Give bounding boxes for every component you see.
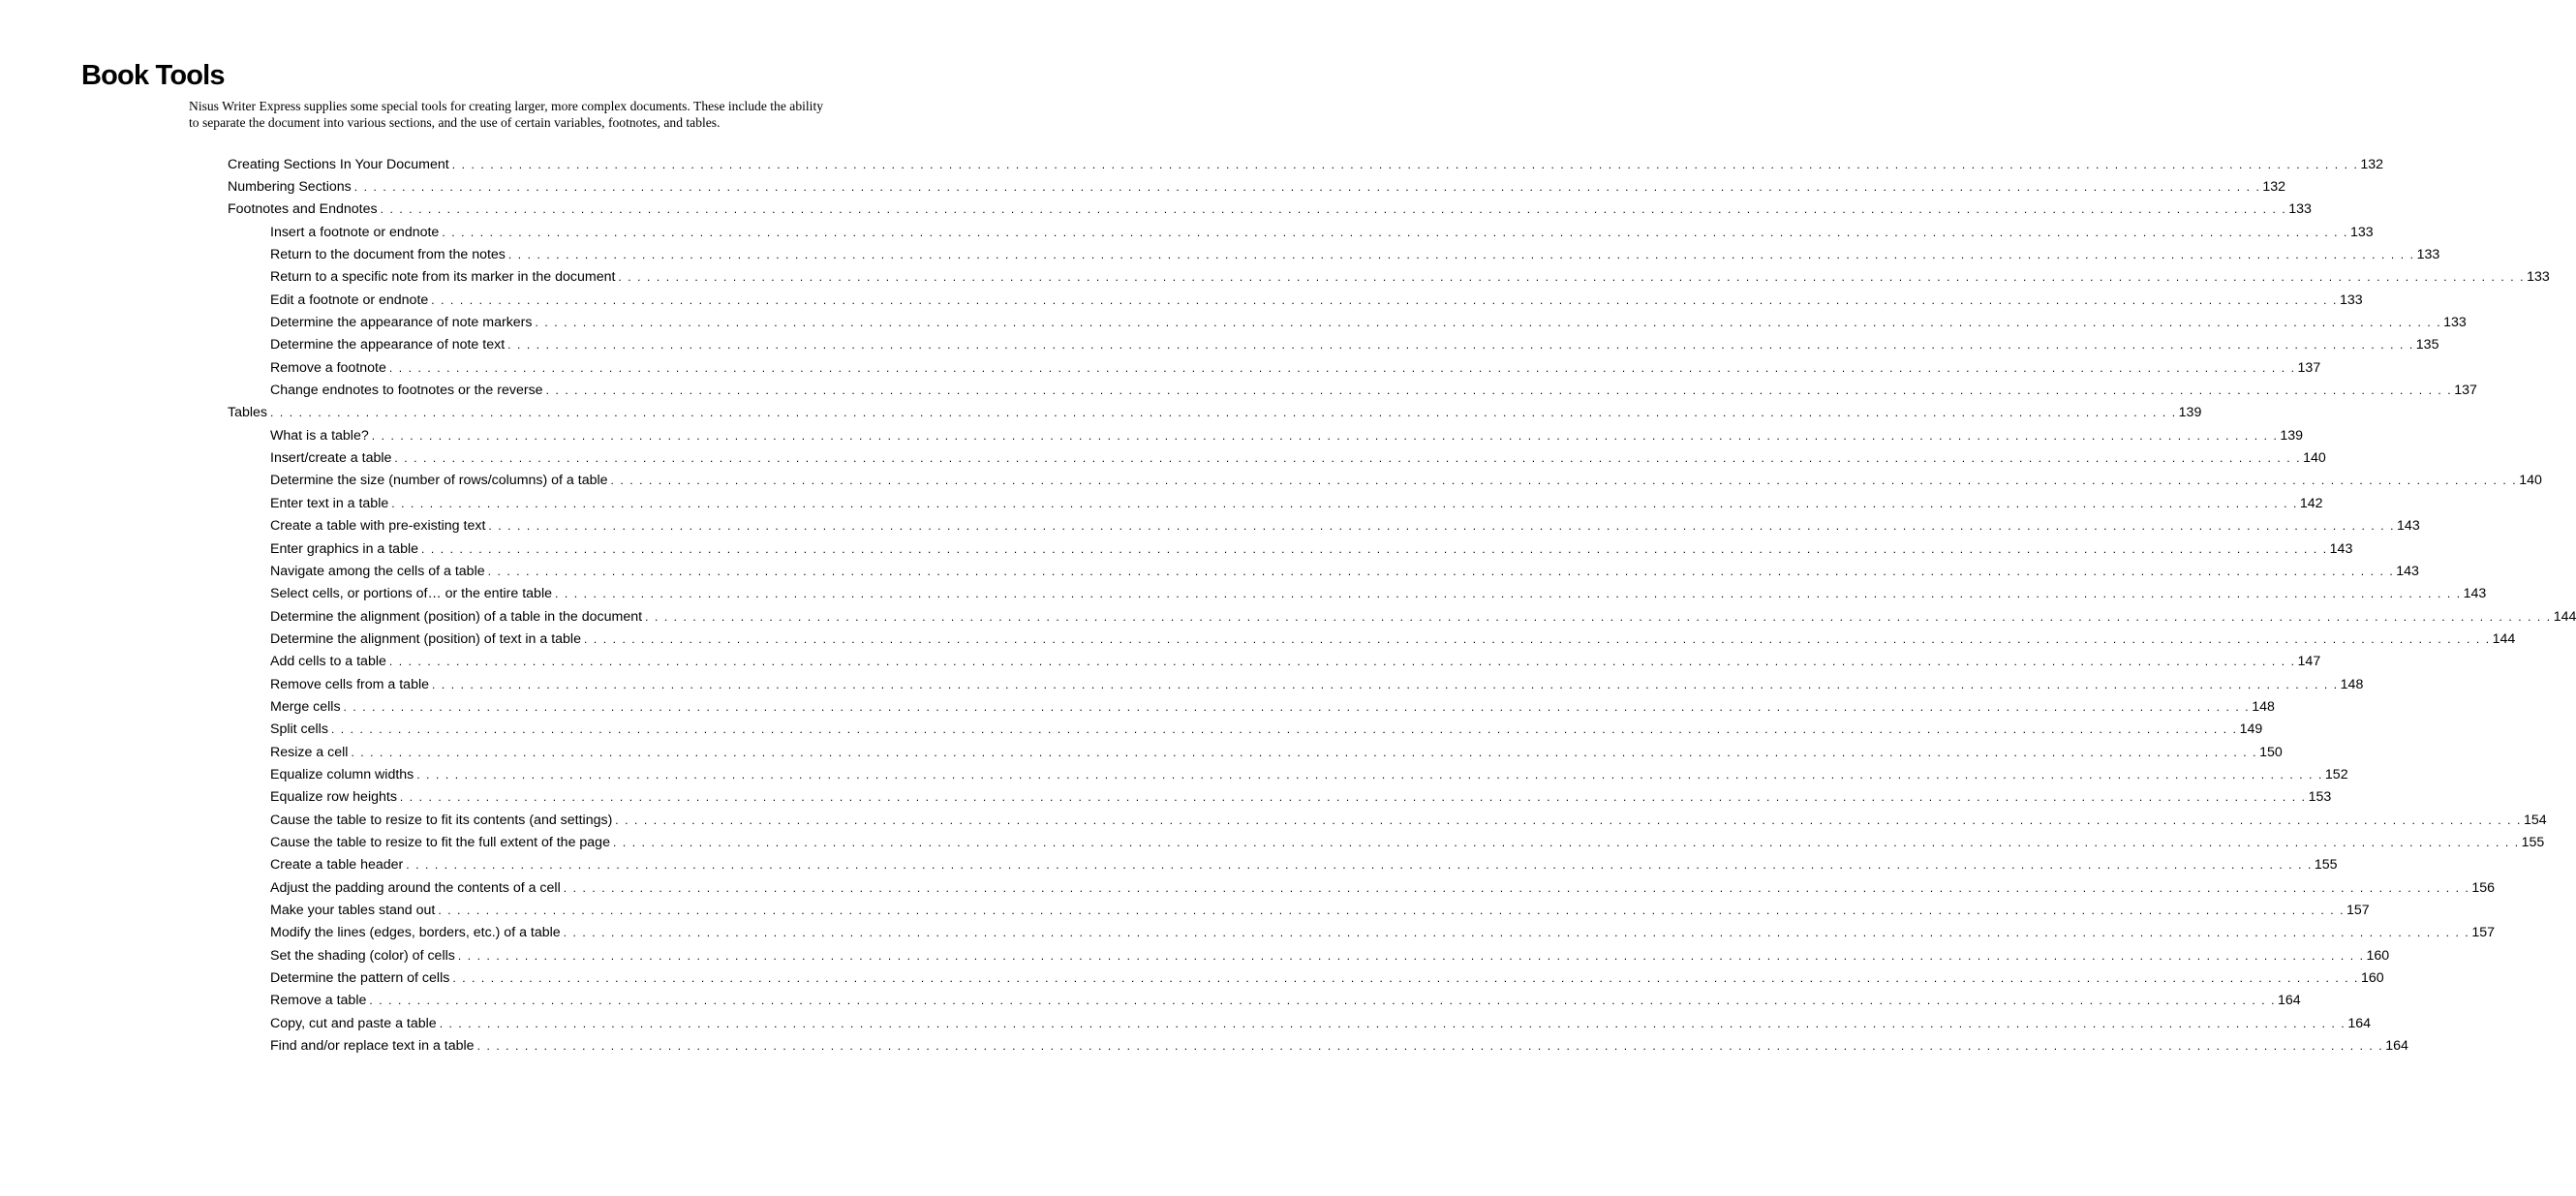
dot-leader: . . . . . . . . . . . . . . . . . . . . . . . . . . . . . . . . . . . . . . . . . . . . . . . . . . . . . . . . . . . . . . . . . . . . . . . . . . . . . . . . . . . . . . . . . . . . . . . . . . . . . . . . . . . . . . . . . . . . . . . . . . . . . . . . . . . . . . . . . . . . . . . . . . . . . . . . . . . . . . . . . . . . . . . . . . . . . . . . . . . . . . . . . . . . . . . . . . . . . . . . (583, 631, 2491, 646)
dot-leader: . . . . . . . . . . . . . . . . . . . . . . . . . . . . . . . . . . . . . . . . . . . . . . . . . . . . . . . . . . . . . . . . . . . . . . . . . . . . . . . . . . . . . . . . . . . . . . . . . . . . . . . . . . . . . . . . . . . . . . . . . . . . . . . . . . . . . . . . . . . . . . . . . . . . . . . . . . . . . . . . . . . . . . . . . . . . . . . . . . . . . . . . . . . . . . . . . . . . . . . . (535, 316, 2442, 330)
toc-entry[interactable] (0, 763, 2348, 785)
dot-leader: . . . . . . . . . . . . . . . . . . . . . . . . . . . . . . . . . . . . . . . . . . . . . . . . . . . . . . . . . . . . . . . . . . . . . . . . . . . . . . . . . . . . . . . . . . . . . . . . . . . . . . . . . . . . . . . . . . . . . . . . . . . . . . . . . . . . . . . . . . . . . . . . . . . . . . . . . . . . . . . . . . . . . . . . . . . . . . . . . . . . . . . . . . . . . . . . . . . . . . . . (615, 813, 2522, 827)
toc-entry-label: Create a table with pre-existing text (270, 518, 486, 535)
toc-entry-page-number: 164 (2347, 1015, 2372, 1031)
dot-leader: . . . . . . . . . . . . . . . . . . . . . . . . . . . . . . . . . . . . . . . . . . . . . . . . . . . . . . . . . . . . . . . . . . . . . . . . . . . . . . . . . . . . . . . . . . . . . . . . . . . . . . . . . . . . . . . . . . . . . . . . . . . . . . . . . . . . . . . . . . . . . . . . . . . . . . . . . . . . . . . . . . . . . . . . . . . . . . . . . . . . . . . . . . . . . . . . . . . . . . . . (406, 858, 2313, 873)
toc-entry-page-number: 133 (2443, 315, 2467, 331)
toc-entry[interactable] (0, 673, 2364, 695)
dot-leader: . . . . . . . . . . . . . . . . . . . . . . . . . . . . . . . . . . . . . . . . . . . . . . . . . . . . . . . . . . . . . . . . . . . . . . . . . . . . . . . . . . . . . . . . . . . . . . . . . . . . . . . . . . . . . . . . . . . . . . . . . . . . . . . . . . . . . . . . . . . . . . . . . . . . . . . . . . . . . . . . . . . . . . . . . . . . . . . . . . . . . . . . . . . . . . . . . . . . . . . . (507, 248, 2415, 262)
toc-entry-page-number: 143 (2329, 540, 2353, 557)
toc-entry[interactable] (0, 809, 2547, 831)
toc-entry-label: Modify the lines (edges, borders, etc.) of a table (270, 925, 561, 941)
toc-entry[interactable] (0, 560, 2419, 582)
toc-entry-label: Numbering Sections (228, 179, 352, 196)
dot-leader: . . . . . . . . . . . . . . . . . . . . . . . . . . . . . . . . . . . . . . . . . . . . . . . . . . . . . . . . . . . . . . . . . . . . . . . . . . . . . . . . . . . . . . . . . . . . . . . . . . . . . . . . . . . . . . . . . . . . . . . . . . . . . . . . . . . . . . . . . . . . . . . . . . . . . . . . . . . . . . . . . . . . . . . . . . . . . . . . . . . . . . . . . . . . . . . . . . . . . . . . (369, 994, 2277, 1008)
dot-leader: . . . . . . . . . . . . . . . . . . . . . . . . . . . . . . . . . . . . . . . . . . . . . . . . . . . . . . . . . . . . . . . . . . . . . . . . . . . . . . . . . . . . . . . . . . . . . . . . . . . . . . . . . . . . . . . . . . . . . . . . . . . . . . . . . . . . . . . . . . . . . . . . . . . . . . . . . . . . . . . . . . . . . . . . . . . . . . . . . . . . . . . . . . . . . . . . . . . . . . . . (388, 360, 2296, 375)
dot-leader: . . . . . . . . . . . . . . . . . . . . . . . . . . . . . . . . . . . . . . . . . . . . . . . . . . . . . . . . . . . . . . . . . . . . . . . . . . . . . . . . . . . . . . . . . . . . . . . . . . . . . . . . . . . . . . . . . . . . . . . . . . . . . . . . . . . . . . . . . . . . . . . . . . . . . . . . . . . . . . . . . . . . . . . . . . . . . . . . . . . . . . . . . . . . . . . . . . . . . . . . (399, 790, 2307, 805)
toc-entry[interactable] (0, 492, 2323, 514)
toc-entry-label: Merge cells (270, 698, 341, 715)
toc-entry-label: Select cells, or portions of… or the entire table (270, 586, 552, 602)
toc-entry[interactable] (0, 199, 2312, 221)
dot-leader: . . . . . . . . . . . . . . . . . . . . . . . . . . . . . . . . . . . . . . . . . . . . . . . . . . . . . . . . . . . . . . . . . . . . . . . . . . . . . . . . . . . . . . . . . . . . . . . . . . . . . . . . . . . . . . . . . . . . . . . . . . . . . . . . . . . . . . . . . . . . . . . . . . . . . . . . . . . . . . . . . . . . . . . . . . . . . . . . . . . . . . . . . . . . . . . . . . . . . . . . (457, 948, 2365, 963)
toc-entry[interactable] (0, 515, 2420, 537)
toc-entry[interactable] (0, 831, 2545, 853)
toc-entry-label: Tables (228, 405, 268, 421)
toc-entry-label: Remove cells from a table (270, 676, 430, 692)
dot-leader: . . . . . . . . . . . . . . . . . . . . . . . . . . . . . . . . . . . . . . . . . . . . . . . . . . . . . . . . . . . . . . . . . . . . . . . . . . . . . . . . . . . . . . . . . . . . . . . . . . . . . . . . . . . . . . . . . . . . . . . . . . . . . . . . . . . . . . . . . . . . . . . . . . . . . . . . . . . . . . . . . . . . . . . . . . . . . . . . . . . . . . . . . . . . . . . . . . . . . . . . (351, 745, 2258, 759)
toc-entry[interactable] (0, 605, 2576, 628)
toc-entry-page-number: 152 (2324, 766, 2348, 782)
toc-entry-page-number: 148 (2252, 698, 2275, 715)
dot-leader: . . . . . . . . . . . . . . . . . . . . . . . . . . . . . . . . . . . . . . . . . . . . . . . . . . . . . . . . . . . . . . . . . . . . . . . . . . . . . . . . . . . . . . . . . . . . . . . . . . . . . . . . . . . . . . . . . . . . . . . . . . . . . . . . . . . . . . . . . . . . . . . . . . . . . . . . . . . . . . . . . . . . . . . . . . . . . . . . . . . . . . . . . . . . . . . . . . . . . . . . (555, 587, 2462, 601)
toc-entry-label: Equalize column widths (270, 766, 414, 782)
toc-entry[interactable] (0, 583, 2487, 605)
toc-entry-page-number: 148 (2340, 676, 2364, 692)
toc-entry-page-number: 144 (2553, 608, 2576, 625)
toc-entry-page-number: 150 (2259, 744, 2283, 760)
dot-leader: . . . . . . . . . . . . . . . . . . . . . . . . . . . . . . . . . . . . . . . . . . . . . . . . . . . . . . . . . . . . . . . . . . . . . . . . . . . . . . . . . . . . . . . . . . . . . . . . . . . . . . . . . . . . . . . . . . . . . . . . . . . . . . . . . . . . . . . . . . . . . . . . . . . . . . . . . . . . . . . . . . . . . . . . . . . . . . . . . . . . . . . . . . . . . . . . . . . . . . . . (431, 292, 2338, 307)
toc-entry[interactable] (0, 311, 2467, 333)
toc-entry-page-number: 133 (2339, 291, 2363, 308)
dot-leader: . . . . . . . . . . . . . . . . . . . . . . . . . . . . . . . . . . . . . . . . . . . . . . . . . . . . . . . . . . . . . . . . . . . . . . . . . . . . . . . . . . . . . . . . . . . . . . . . . . . . . . . . . . . . . . . . . . . . . . . . . . . . . . . . . . . . . . . . . . . . . . . . . . . . . . . . . . . . . . . . . . . . . . . . . . . . . . . . . . . . . . . . . . . . . . . . . . . . . . . . (330, 722, 2238, 737)
toc-entry[interactable] (0, 966, 2384, 989)
dot-leader: . . . . . . . . . . . . . . . . . . . . . . . . . . . . . . . . . . . . . . . . . . . . . . . . . . . . . . . . . . . . . . . . . . . . . . . . . . . . . . . . . . . . . . . . . . . . . . . . . . . . . . . . . . . . . . . . . . . . . . . . . . . . . . . . . . . . . . . . . . . . . . . . . . . . . . . . . . . . . . . . . . . . . . . . . . . . . . . . . . . . . . . . . . . . . . . . . . . . . . . . (391, 496, 2298, 510)
toc-entry-page-number: 143 (2397, 518, 2420, 535)
page-title: Book Tools (81, 60, 225, 91)
toc-entry-page-number: 155 (2521, 834, 2545, 850)
toc-entry[interactable] (0, 537, 2353, 560)
toc-entry[interactable] (0, 175, 2286, 198)
dot-leader: . . . . . . . . . . . . . . . . . . . . . . . . . . . . . . . . . . . . . . . . . . . . . . . . . . . . . . . . . . . . . . . . . . . . . . . . . . . . . . . . . . . . . . . . . . . . . . . . . . . . . . . . . . . . . . . . . . . . . . . . . . . . . . . . . . . . . . . . . . . . . . . . . . . . . . . . . . . . . . . . . . . . . . . . . . . . . . . . . . . . . . . . . . . . . . . . . . . . . . . . (388, 655, 2296, 669)
toc-entry-label: Split cells (270, 721, 328, 738)
dot-leader: . . . . . . . . . . . . . . . . . . . . . . . . . . . . . . . . . . . . . . . . . . . . . . . . . . . . . . . . . . . . . . . . . . . . . . . . . . . . . . . . . . . . . . . . . . . . . . . . . . . . . . . . . . . . . . . . . . . . . . . . . . . . . . . . . . . . . . . . . . . . . . . . . . . . . . . . . . . . . . . . . . . . . . . . . . . . . . . . . . . . . . . . . . . . . . . . . . . . . . . . (442, 225, 2348, 239)
toc-entry-label: Enter graphics in a table (270, 540, 419, 557)
toc-entry-label: Navigate among the cells of a table (270, 563, 485, 579)
toc-entry-label: Create a table header (270, 857, 404, 874)
toc-entry[interactable] (0, 356, 2321, 379)
dot-leader: . . . . . . . . . . . . . . . . . . . . . . . . . . . . . . . . . . . . . . . . . . . . . . . . . . . . . . . . . . . . . . . . . . . . . . . . . . . . . . . . . . . . . . . . . . . . . . . . . . . . . . . . . . . . . . . . . . . . . . . . . . . . . . . . . . . . . . . . . . . . . . . . . . . . . . . . . . . . . . . . . . . . . . . . . . . . . . . . . . . . . . . . . . . . . . . . . . . . . . . . (371, 428, 2279, 443)
toc-entry-label: Set the shading (color) of cells (270, 947, 455, 964)
toc-entry[interactable] (0, 719, 2263, 741)
toc-entry-page-number: 143 (2463, 586, 2487, 602)
dot-leader: . . . . . . . . . . . . . . . . . . . . . . . . . . . . . . . . . . . . . . . . . . . . . . . . . . . . . . . . . . . . . . . . . . . . . . . . . . . . . . . . . . . . . . . . . . . . . . . . . . . . . . . . . . . . . . . . . . . . . . . . . . . . . . . . . . . . . . . . . . . . . . . . . . . . . . . . . . . . . . . . . . . . . . . . . . . . . . . . . . . . . . . . . . . . . . . . . . . . . . . . (645, 609, 2552, 624)
dot-leader: . . . . . . . . . . . . . . . . . . . . . . . . . . . . . . . . . . . . . . . . . . . . . . . . . . . . . . . . . . . . . . . . . . . . . . . . . . . . . . . . . . . . . . . . . . . . . . . . . . . . . . . . . . . . . . . . . . . . . . . . . . . . . . . . . . . . . . . . . . . . . . . . . . . . . . . . . . . . . . . . . . . . . . . . . . . . . . . . . . . . . . . . . . . . . . . . . . . . . . . . (618, 270, 2526, 285)
toc-entry-label: Insert a footnote or endnote (270, 224, 440, 240)
dot-leader: . . . . . . . . . . . . . . . . . . . . . . . . . . . . . . . . . . . . . . . . . . . . . . . . . . . . . . . . . . . . . . . . . . . . . . . . . . . . . . . . . . . . . . . . . . . . . . . . . . . . . . . . . . . . . . . . . . . . . . . . . . . . . . . . . . . . . . . . . . . . . . . . . . . . . . . . . . . . . . . . . . . . . . . . . . . . . . . . . . . . . . . . . . . . . . . . . . . . . . . . (452, 971, 2359, 986)
toc-entry-label: Add cells to a table (270, 654, 386, 670)
toc-entry[interactable] (0, 990, 2301, 1012)
dot-leader: . . . . . . . . . . . . . . . . . . . . . . . . . . . . . . . . . . . . . . . . . . . . . . . . . . . . . . . . . . . . . . . . . . . . . . . . . . . . . . . . . . . . . . . . . . . . . . . . . . . . . . . . . . . . . . . . . . . . . . . . . . . . . . . . . . . . . . . . . . . . . . . . . . . . . . . . . . . . . . . . . . . . . . . . . . . . . . . . . . . . . . . . . . . . . . . . . . . . . . . . (380, 202, 2287, 217)
table-of-contents (0, 153, 2576, 1058)
toc-entry-page-number: 139 (2280, 427, 2304, 444)
toc-entry[interactable] (0, 1012, 2372, 1034)
toc-entry-page-number: 149 (2239, 721, 2263, 738)
toc-entry-label: Edit a footnote or endnote (270, 291, 429, 308)
toc-entry-page-number: 133 (2416, 247, 2440, 263)
toc-entry-label: Insert/create a table (270, 450, 392, 467)
toc-entry[interactable] (0, 243, 2440, 265)
toc-entry-page-number: 132 (2360, 156, 2384, 172)
toc-entry-label: Footnotes and Endnotes (228, 201, 378, 218)
toc-entry[interactable] (0, 854, 2338, 876)
toc-entry-label: Determine the alignment (position) of a table in the document (270, 608, 643, 625)
toc-entry[interactable] (0, 651, 2321, 673)
dot-leader: . . . . . . . . . . . . . . . . . . . . . . . . . . . . . . . . . . . . . . . . . . . . . . . . . . . . . . . . . . . . . . . . . . . . . . . . . . . . . . . . . . . . . . . . . . . . . . . . . . . . . . . . . . . . . . . . . . . . . . . . . . . . . . . . . . . . . . . . . . . . . . . . . . . . . . . . . . . . . . . . . . . . . . . . . . . . . . . . . . . . . . . . . . . . . . . . . . . . . . . . (394, 451, 2302, 466)
toc-entry-label: Resize a cell (270, 744, 349, 760)
toc-entry-page-number: 135 (2415, 337, 2439, 353)
toc-entry-page-number: 137 (2454, 383, 2477, 399)
toc-entry-label: Change endnotes to footnotes or the reverse (270, 383, 543, 399)
toc-entry-label: Remove a footnote (270, 359, 386, 376)
toc-entry[interactable] (0, 221, 2374, 243)
toc-entry-page-number: 157 (2346, 903, 2370, 919)
toc-entry[interactable] (0, 876, 2496, 899)
dot-leader: . . . . . . . . . . . . . . . . . . . . . . . . . . . . . . . . . . . . . . . . . . . . . . . . . . . . . . . . . . . . . . . . . . . . . . . . . . . . . . . . . . . . . . . . . . . . . . . . . . . . . . . . . . . . . . . . . . . . . . . . . . . . . . . . . . . . . . . . . . . . . . . . . . . . . . . . . . . . . . . . . . . . . . . . . . . . . . . . . . . . . . . . . . . . . . . . . . . . . . . . (438, 904, 2346, 918)
toc-entry[interactable] (0, 786, 2332, 809)
toc-entry[interactable] (0, 470, 2542, 492)
toc-entry[interactable] (0, 379, 2477, 401)
dot-leader: . . . . . . . . . . . . . . . . . . . . . . . . . . . . . . . . . . . . . . . . . . . . . . . . . . . . . . . . . . . . . . . . . . . . . . . . . . . . . . . . . . . . . . . . . . . . . . . . . . . . . . . . . . . . . . . . . . . . . . . . . . . . . . . . . . . . . . . . . . . . . . . . . . . . . . . . . . . . . . . . . . . . . . . . . . . . . . . . . . . . . . . . . . . . . . . . . . . . . . . . (343, 699, 2251, 714)
toc-entry-label: Enter text in a table (270, 495, 389, 511)
dot-leader: . . . . . . . . . . . . . . . . . . . . . . . . . . . . . . . . . . . . . . . . . . . . . . . . . . . . . . . . . . . . . . . . . . . . . . . . . . . . . . . . . . . . . . . . . . . . . . . . . . . . . . . . . . . . . . . . . . . . . . . . . . . . . . . . . . . . . . . . . . . . . . . . . . . . . . . . . . . . . . . . . . . . . . . . . . . . . . . . . . . . . . . . . . . . . . . . . . . . . . . . (612, 835, 2520, 849)
toc-entry-page-number: 142 (2299, 495, 2323, 511)
dot-leader: . . . . . . . . . . . . . . . . . . . . . . . . . . . . . . . . . . . . . . . . . . . . . . . . . . . . . . . . . . . . . . . . . . . . . . . . . . . . . . . . . . . . . . . . . . . . . . . . . . . . . . . . . . . . . . . . . . . . . . . . . . . . . . . . . . . . . . . . . . . . . . . . . . . . . . . . . . . . . . . . . . . . . . . . . . . . . . . . . . . . . . . . . . . . . . . . . . . . . . . . (416, 767, 2323, 782)
toc-entry-label: Determine the alignment (position) of text in a table (270, 630, 581, 647)
toc-entry-page-number: 157 (2471, 925, 2495, 941)
toc-entry-page-number: 155 (2314, 857, 2338, 874)
toc-entry[interactable] (0, 266, 2550, 289)
toc-entry[interactable] (0, 695, 2275, 718)
toc-entry-page-number: 154 (2523, 812, 2547, 828)
dot-leader: . . . . . . . . . . . . . . . . . . . . . . . . . . . . . . . . . . . . . . . . . . . . . . . . . . . . . . . . . . . . . . . . . . . . . . . . . . . . . . . . . . . . . . . . . . . . . . . . . . . . . . . . . . . . . . . . . . . . . . . . . . . . . . . . . . . . . . . . . . . . . . . . . . . . . . . . . . . . . . . . . . . . . . . . . . . . . . . . . . . . . . . . . . . . . . . . . . . . . . . . (563, 880, 2470, 895)
toc-entry-label: Determine the appearance of note markers (270, 315, 533, 331)
toc-entry[interactable] (0, 741, 2283, 763)
toc-entry-page-number: 156 (2471, 879, 2496, 896)
toc-entry-page-number: 144 (2492, 630, 2516, 647)
dot-leader: . . . . . . . . . . . . . . . . . . . . . . . . . . . . . . . . . . . . . . . . . . . . . . . . . . . . . . . . . . . . . . . . . . . . . . . . . . . . . . . . . . . . . . . . . . . . . . . . . . . . . . . . . . . . . . . . . . . . . . . . . . . . . . . . . . . . . . . . . . . . . . . . . . . . . . . . . . . . . . . . . . . . . . . . . . . . . . . . . . . . . . . . . . . . . . . . . . . . . . . . (487, 564, 2395, 578)
toc-entry[interactable] (0, 153, 2384, 175)
toc-entry-label: Return to a specific note from its marker in the document (270, 269, 616, 286)
toc-entry-page-number: 147 (2297, 654, 2321, 670)
dot-leader: . . . . . . . . . . . . . . . . . . . . . . . . . . . . . . . . . . . . . . . . . . . . . . . . . . . . . . . . . . . . . . . . . . . . . . . . . . . . . . . . . . . . . . . . . . . . . . . . . . . . . . . . . . . . . . . . . . . . . . . . . . . . . . . . . . . . . . . . . . . . . . . . . . . . . . . . . . . . . . . . . . . . . . . . . . . . . . . . . . . . . . . . . . . . . . . . . . . . . . . . (270, 406, 2177, 420)
toc-entry-page-number: 143 (2396, 563, 2419, 579)
toc-entry-label: Make your tables stand out (270, 903, 436, 919)
dot-leader: . . . . . . . . . . . . . . . . . . . . . . . . . . . . . . . . . . . . . . . . . . . . . . . . . . . . . . . . . . . . . . . . . . . . . . . . . . . . . . . . . . . . . . . . . . . . . . . . . . . . . . . . . . . . . . . . . . . . . . . . . . . . . . . . . . . . . . . . . . . . . . . . . . . . . . . . . . . . . . . . . . . . . . . . . . . . . . . . . . . . . . . . . . . . . . . . . . . . . . . . (451, 157, 2359, 171)
dot-leader: . . . . . . . . . . . . . . . . . . . . . . . . . . . . . . . . . . . . . . . . . . . . . . . . . . . . . . . . . . . . . . . . . . . . . . . . . . . . . . . . . . . . . . . . . . . . . . . . . . . . . . . . . . . . . . . . . . . . . . . . . . . . . . . . . . . . . . . . . . . . . . . . . . . . . . . . . . . . . . . . . . . . . . . . . . . . . . . . . . . . . . . . . . . . . . . . . . . . . . . . (439, 1016, 2346, 1030)
toc-entry-page-number: 133 (2288, 201, 2312, 218)
toc-entry-page-number: 160 (2366, 947, 2390, 964)
toc-entry[interactable] (0, 424, 2304, 446)
toc-entry[interactable] (0, 922, 2495, 944)
toc-entry-label: Determine the pattern of cells (270, 970, 450, 987)
toc-entry-page-number: 133 (2527, 269, 2550, 286)
dot-leader: . . . . . . . . . . . . . . . . . . . . . . . . . . . . . . . . . . . . . . . . . . . . . . . . . . . . . . . . . . . . . . . . . . . . . . . . . . . . . . . . . . . . . . . . . . . . . . . . . . . . . . . . . . . . . . . . . . . . . . . . . . . . . . . . . . . . . . . . . . . . . . . . . . . . . . . . . . . . . . . . . . . . . . . . . . . . . . . . . . . . . . . . . . . . . . . . . . . . . . . . (476, 1039, 2384, 1054)
toc-entry-page-number: 160 (2360, 970, 2384, 987)
toc-entry-page-number: 140 (2519, 473, 2542, 489)
toc-entry-page-number: 132 (2262, 179, 2286, 196)
toc-entry-label: Equalize row heights (270, 789, 397, 806)
toc-entry-label: Creating Sections In Your Document (228, 156, 449, 172)
dot-leader: . . . . . . . . . . . . . . . . . . . . . . . . . . . . . . . . . . . . . . . . . . . . . . . . . . . . . . . . . . . . . . . . . . . . . . . . . . . . . . . . . . . . . . . . . . . . . . . . . . . . . . . . . . . . . . . . . . . . . . . . . . . . . . . . . . . . . . . . . . . . . . . . . . . . . . . . . . . . . . . . . . . . . . . . . . . . . . . . . . . . . . . . . . . . . . . . . . . . . . . . (563, 926, 2470, 940)
toc-entry[interactable] (0, 628, 2516, 650)
dot-leader: . . . . . . . . . . . . . . . . . . . . . . . . . . . . . . . . . . . . . . . . . . . . . . . . . . . . . . . . . . . . . . . . . . . . . . . . . . . . . . . . . . . . . . . . . . . . . . . . . . . . . . . . . . . . . . . . . . . . . . . . . . . . . . . . . . . . . . . . . . . . . . . . . . . . . . . . . . . . . . . . . . . . . . . . . . . . . . . . . . . . . . . . . . . . . . . . . . . . . . . . (353, 180, 2261, 195)
toc-entry-page-number: 137 (2297, 359, 2321, 376)
toc-entry-label: Determine the size (number of rows/columns) of a table (270, 473, 608, 489)
toc-entry[interactable] (0, 334, 2439, 356)
dot-leader: . . . . . . . . . . . . . . . . . . . . . . . . . . . . . . . . . . . . . . . . . . . . . . . . . . . . . . . . . . . . . . . . . . . . . . . . . . . . . . . . . . . . . . . . . . . . . . . . . . . . . . . . . . . . . . . . . . . . . . . . . . . . . . . . . . . . . . . . . . . . . . . . . . . . . . . . . . . . . . . . . . . . . . . . . . . . . . . . . . . . . . . . . . . . . . . . . . . . . . . . (507, 338, 2414, 353)
toc-entry-label: Return to the document from the notes (270, 247, 506, 263)
toc-entry-page-number: 164 (2278, 993, 2301, 1009)
dot-leader: . . . . . . . . . . . . . . . . . . . . . . . . . . . . . . . . . . . . . . . . . . . . . . . . . . . . . . . . . . . . . . . . . . . . . . . . . . . . . . . . . . . . . . . . . . . . . . . . . . . . . . . . . . . . . . . . . . . . . . . . . . . . . . . . . . . . . . . . . . . . . . . . . . . . . . . . . . . . . . . . . . . . . . . . . . . . . . . . . . . . . . . . . . . . . . . . . . . . . . . . (421, 541, 2328, 556)
toc-entry-label: Remove a table (270, 993, 367, 1009)
toc-entry-page-number: 153 (2308, 789, 2332, 806)
toc-entry-page-number: 139 (2178, 405, 2202, 421)
toc-entry-label: Copy, cut and paste a table (270, 1015, 437, 1031)
toc-entry[interactable] (0, 944, 2390, 966)
toc-entry[interactable] (0, 289, 2363, 311)
dot-leader: . . . . . . . . . . . . . . . . . . . . . . . . . . . . . . . . . . . . . . . . . . . . . . . . . . . . . . . . . . . . . . . . . . . . . . . . . . . . . . . . . . . . . . . . . . . . . . . . . . . . . . . . . . . . . . . . . . . . . . . . . . . . . . . . . . . . . . . . . . . . . . . . . . . . . . . . . . . . . . . . . . . . . . . . . . . . . . . . . . . . . . . . . . . . . . . . . . . . . . . . (610, 474, 2518, 488)
toc-entry[interactable] (0, 899, 2370, 921)
toc-entry[interactable] (0, 402, 2202, 424)
toc-entry-label: Determine the appearance of note text (270, 337, 506, 353)
toc-entry-label: Find and/or replace text in a table (270, 1038, 475, 1055)
toc-entry[interactable] (0, 446, 2326, 469)
toc-entry[interactable] (0, 1034, 2408, 1057)
toc-entry-label: Adjust the padding around the contents of a cell (270, 879, 561, 896)
dot-leader: . . . . . . . . . . . . . . . . . . . . . . . . . . . . . . . . . . . . . . . . . . . . . . . . . . . . . . . . . . . . . . . . . . . . . . . . . . . . . . . . . . . . . . . . . . . . . . . . . . . . . . . . . . . . . . . . . . . . . . . . . . . . . . . . . . . . . . . . . . . . . . . . . . . . . . . . . . . . . . . . . . . . . . . . . . . . . . . . . . . . . . . . . . . . . . . . . . . . . . . . (545, 383, 2453, 398)
dot-leader: . . . . . . . . . . . . . . . . . . . . . . . . . . . . . . . . . . . . . . . . . . . . . . . . . . . . . . . . . . . . . . . . . . . . . . . . . . . . . . . . . . . . . . . . . . . . . . . . . . . . . . . . . . . . . . . . . . . . . . . . . . . . . . . . . . . . . . . . . . . . . . . . . . . . . . . . . . . . . . . . . . . . . . . . . . . . . . . . . . . . . . . . . . . . . . . . . . . . . . . . (488, 519, 2396, 534)
toc-entry-page-number: 140 (2303, 450, 2326, 467)
toc-entry-label: Cause the table to resize to fit its contents (and settings) (270, 812, 613, 828)
toc-entry-page-number: 164 (2385, 1038, 2408, 1055)
toc-entry-page-number: 133 (2349, 224, 2374, 240)
toc-entry-label: Cause the table to resize to fit the full extent of the page (270, 834, 610, 850)
intro-paragraph: Nisus Writer Express supplies some special tools for creating larger, more complex documents. These include the ability to separate the document into various sections, and the use of certain variables, footnotes, and tables. (189, 99, 824, 130)
dot-leader: . . . . . . . . . . . . . . . . . . . . . . . . . . . . . . . . . . . . . . . . . . . . . . . . . . . . . . . . . . . . . . . . . . . . . . . . . . . . . . . . . . . . . . . . . . . . . . . . . . . . . . . . . . . . . . . . . . . . . . . . . . . . . . . . . . . . . . . . . . . . . . . . . . . . . . . . . . . . . . . . . . . . . . . . . . . . . . . . . . . . . . . . . . . . . . . . . . . . . . . . (432, 677, 2339, 691)
toc-entry-label: What is a table? (270, 427, 369, 444)
